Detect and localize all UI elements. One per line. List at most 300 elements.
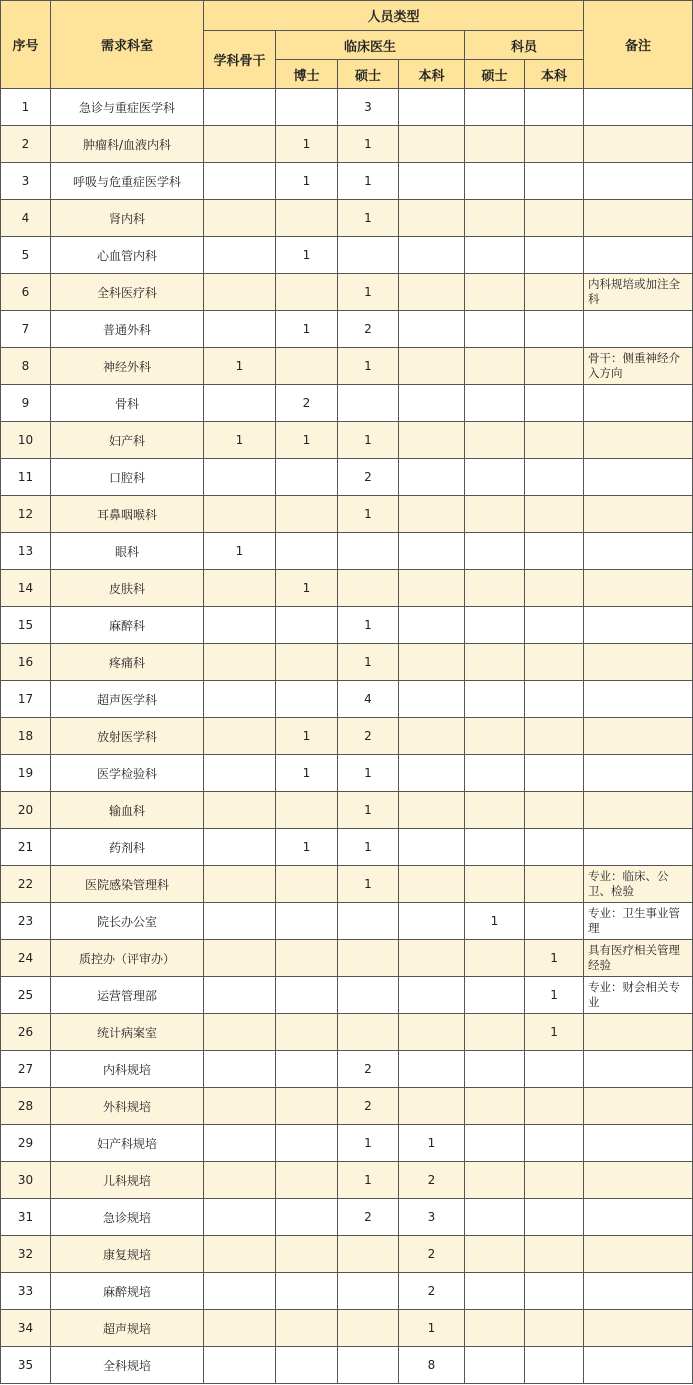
staff-master-cell bbox=[465, 681, 525, 718]
clin-master-cell bbox=[338, 570, 399, 607]
note-cell bbox=[584, 1162, 693, 1199]
staff-bachelor-cell bbox=[525, 163, 584, 200]
staff-bachelor-cell: 1 bbox=[525, 1014, 584, 1051]
staff-master-cell bbox=[465, 1051, 525, 1088]
seq-cell: 29 bbox=[1, 1125, 51, 1162]
clin-phd-cell bbox=[276, 1273, 338, 1310]
dept-cell: 口腔科 bbox=[51, 459, 204, 496]
staff-master-cell bbox=[465, 977, 525, 1014]
clin-master-cell: 1 bbox=[338, 607, 399, 644]
clin-bachelor-cell: 8 bbox=[399, 1347, 465, 1384]
backbone-cell bbox=[204, 274, 276, 311]
staff-bachelor-cell bbox=[525, 496, 584, 533]
note-cell: 专业：卫生事业管理 bbox=[584, 903, 693, 940]
staff-bachelor-cell bbox=[525, 311, 584, 348]
clin-bachelor-cell bbox=[399, 311, 465, 348]
staff-bachelor-cell bbox=[525, 1273, 584, 1310]
header-remarks: 备注 bbox=[584, 1, 693, 89]
staff-master-cell bbox=[465, 311, 525, 348]
table-row bbox=[1, 607, 693, 644]
clin-phd-cell bbox=[276, 1125, 338, 1162]
note-cell bbox=[584, 792, 693, 829]
clin-master-cell bbox=[338, 1310, 399, 1347]
seq-cell: 27 bbox=[1, 1051, 51, 1088]
clin-phd-cell bbox=[276, 644, 338, 681]
backbone-cell bbox=[204, 1236, 276, 1273]
clin-bachelor-cell bbox=[399, 422, 465, 459]
staff-master-cell bbox=[465, 755, 525, 792]
note-cell bbox=[584, 1088, 693, 1125]
dept-cell: 超声医学科 bbox=[51, 681, 204, 718]
note-cell bbox=[584, 422, 693, 459]
clin-phd-cell bbox=[276, 607, 338, 644]
note-cell bbox=[584, 163, 693, 200]
clin-master-cell: 1 bbox=[338, 163, 399, 200]
dept-cell: 肿瘤科/血液内科 bbox=[51, 126, 204, 163]
clin-master-cell bbox=[338, 940, 399, 977]
note-cell bbox=[584, 1236, 693, 1273]
header-staff: 科员 bbox=[465, 31, 584, 60]
staff-bachelor-cell bbox=[525, 1347, 584, 1384]
table-row bbox=[1, 1236, 693, 1273]
note-cell bbox=[584, 681, 693, 718]
table-row bbox=[1, 1162, 693, 1199]
clin-bachelor-cell bbox=[399, 385, 465, 422]
clin-bachelor-cell bbox=[399, 1088, 465, 1125]
backbone-cell bbox=[204, 718, 276, 755]
backbone-cell bbox=[204, 1273, 276, 1310]
clin-phd-cell bbox=[276, 89, 338, 126]
seq-cell: 5 bbox=[1, 237, 51, 274]
staff-bachelor-cell bbox=[525, 1051, 584, 1088]
staff-master-cell bbox=[465, 1347, 525, 1384]
clin-phd-cell bbox=[276, 459, 338, 496]
staff-bachelor-cell bbox=[525, 1199, 584, 1236]
dept-cell: 皮肤科 bbox=[51, 570, 204, 607]
backbone-cell bbox=[204, 1199, 276, 1236]
table-row bbox=[1, 829, 693, 866]
table-row bbox=[1, 681, 693, 718]
backbone-cell bbox=[204, 1125, 276, 1162]
clin-bachelor-cell bbox=[399, 459, 465, 496]
clin-master-cell: 1 bbox=[338, 496, 399, 533]
clin-phd-cell: 1 bbox=[276, 126, 338, 163]
note-cell: 具有医疗相关管理经验 bbox=[584, 940, 693, 977]
note-cell bbox=[584, 237, 693, 274]
staff-bachelor-cell bbox=[525, 607, 584, 644]
note-cell bbox=[584, 459, 693, 496]
seq-cell: 31 bbox=[1, 1199, 51, 1236]
staff-master-cell bbox=[465, 829, 525, 866]
clin-bachelor-cell bbox=[399, 237, 465, 274]
seq-cell: 9 bbox=[1, 385, 51, 422]
clin-master-cell: 2 bbox=[338, 1051, 399, 1088]
clin-bachelor-cell: 1 bbox=[399, 1310, 465, 1347]
staff-bachelor-cell bbox=[525, 570, 584, 607]
backbone-cell bbox=[204, 237, 276, 274]
note-cell bbox=[584, 1347, 693, 1384]
backbone-cell bbox=[204, 792, 276, 829]
dept-cell: 急诊与重症医学科 bbox=[51, 89, 204, 126]
note-cell bbox=[584, 1310, 693, 1347]
clin-master-cell bbox=[338, 977, 399, 1014]
clin-phd-cell bbox=[276, 1310, 338, 1347]
seq-cell: 24 bbox=[1, 940, 51, 977]
staff-bachelor-cell bbox=[525, 459, 584, 496]
header-personnel-type: 人员类型 bbox=[204, 1, 584, 31]
clin-master-cell: 4 bbox=[338, 681, 399, 718]
staff-master-cell bbox=[465, 200, 525, 237]
staff-bachelor-cell bbox=[525, 422, 584, 459]
staff-bachelor-cell bbox=[525, 755, 584, 792]
note-cell bbox=[584, 1125, 693, 1162]
clin-phd-cell bbox=[276, 200, 338, 237]
dept-cell: 放射医学科 bbox=[51, 718, 204, 755]
header-dept: 需求科室 bbox=[51, 1, 204, 89]
clin-master-cell: 1 bbox=[338, 755, 399, 792]
backbone-cell bbox=[204, 977, 276, 1014]
dept-cell: 急诊规培 bbox=[51, 1199, 204, 1236]
staff-master-cell bbox=[465, 459, 525, 496]
clin-master-cell: 1 bbox=[338, 644, 399, 681]
header-clinician: 临床医生 bbox=[276, 31, 465, 60]
clin-master-cell: 1 bbox=[338, 126, 399, 163]
dept-cell: 超声规培 bbox=[51, 1310, 204, 1347]
backbone-cell bbox=[204, 163, 276, 200]
staff-master-cell bbox=[465, 1199, 525, 1236]
clin-master-cell bbox=[338, 903, 399, 940]
clin-phd-cell: 1 bbox=[276, 163, 338, 200]
clin-phd-cell: 2 bbox=[276, 385, 338, 422]
table-row bbox=[1, 1199, 693, 1236]
clin-bachelor-cell: 3 bbox=[399, 1199, 465, 1236]
staff-master-cell bbox=[465, 422, 525, 459]
dept-cell: 骨科 bbox=[51, 385, 204, 422]
backbone-cell bbox=[204, 1051, 276, 1088]
clin-bachelor-cell bbox=[399, 1014, 465, 1051]
clin-phd-cell bbox=[276, 274, 338, 311]
table-row bbox=[1, 237, 693, 274]
table-row bbox=[1, 89, 693, 126]
seq-cell: 10 bbox=[1, 422, 51, 459]
clin-bachelor-cell bbox=[399, 829, 465, 866]
backbone-cell bbox=[204, 644, 276, 681]
backbone-cell bbox=[204, 940, 276, 977]
clin-phd-cell bbox=[276, 1347, 338, 1384]
seq-cell: 23 bbox=[1, 903, 51, 940]
dept-cell: 普通外科 bbox=[51, 311, 204, 348]
table-row bbox=[1, 274, 693, 311]
dept-cell: 疼痛科 bbox=[51, 644, 204, 681]
dept-cell: 妇产科 bbox=[51, 422, 204, 459]
note-cell bbox=[584, 496, 693, 533]
clin-phd-cell: 1 bbox=[276, 237, 338, 274]
dept-cell: 内科规培 bbox=[51, 1051, 204, 1088]
staff-master-cell bbox=[465, 718, 525, 755]
staff-bachelor-cell bbox=[525, 533, 584, 570]
clin-phd-cell: 1 bbox=[276, 422, 338, 459]
staff-master-cell bbox=[465, 237, 525, 274]
dept-cell: 肾内科 bbox=[51, 200, 204, 237]
note-cell bbox=[584, 533, 693, 570]
clin-phd-cell bbox=[276, 1088, 338, 1125]
staff-master-cell bbox=[465, 496, 525, 533]
staff-master-cell bbox=[465, 163, 525, 200]
clin-phd-cell bbox=[276, 1162, 338, 1199]
staff-bachelor-cell bbox=[525, 681, 584, 718]
dept-cell: 麻醉规培 bbox=[51, 1273, 204, 1310]
seq-cell: 6 bbox=[1, 274, 51, 311]
note-cell bbox=[584, 89, 693, 126]
note-cell bbox=[584, 1273, 693, 1310]
table-row bbox=[1, 570, 693, 607]
clin-bachelor-cell bbox=[399, 89, 465, 126]
clin-phd-cell bbox=[276, 1051, 338, 1088]
clin-bachelor-cell bbox=[399, 718, 465, 755]
table-row bbox=[1, 200, 693, 237]
seq-cell: 14 bbox=[1, 570, 51, 607]
dept-cell: 外科规培 bbox=[51, 1088, 204, 1125]
seq-cell: 21 bbox=[1, 829, 51, 866]
clin-master-cell bbox=[338, 1347, 399, 1384]
clin-master-cell bbox=[338, 533, 399, 570]
clin-phd-cell bbox=[276, 1014, 338, 1051]
backbone-cell bbox=[204, 126, 276, 163]
backbone-cell: 1 bbox=[204, 422, 276, 459]
seq-cell: 7 bbox=[1, 311, 51, 348]
clin-bachelor-cell bbox=[399, 755, 465, 792]
seq-cell: 28 bbox=[1, 1088, 51, 1125]
clin-bachelor-cell bbox=[399, 496, 465, 533]
clin-master-cell: 1 bbox=[338, 829, 399, 866]
dept-cell: 输血科 bbox=[51, 792, 204, 829]
table-row bbox=[1, 977, 693, 1014]
clin-master-cell: 2 bbox=[338, 311, 399, 348]
clin-bachelor-cell bbox=[399, 644, 465, 681]
seq-cell: 35 bbox=[1, 1347, 51, 1384]
staff-master-cell bbox=[465, 866, 525, 903]
clin-master-cell bbox=[338, 1236, 399, 1273]
backbone-cell bbox=[204, 607, 276, 644]
clin-master-cell: 1 bbox=[338, 348, 399, 385]
header-clin-phd: 博士 bbox=[276, 60, 338, 89]
note-cell bbox=[584, 829, 693, 866]
clin-master-cell bbox=[338, 1273, 399, 1310]
staff-bachelor-cell bbox=[525, 829, 584, 866]
clin-bachelor-cell bbox=[399, 607, 465, 644]
backbone-cell bbox=[204, 1014, 276, 1051]
seq-cell: 8 bbox=[1, 348, 51, 385]
clin-phd-cell bbox=[276, 792, 338, 829]
clin-bachelor-cell: 2 bbox=[399, 1236, 465, 1273]
seq-cell: 22 bbox=[1, 866, 51, 903]
clin-bachelor-cell bbox=[399, 570, 465, 607]
staff-bachelor-cell bbox=[525, 792, 584, 829]
seq-cell: 2 bbox=[1, 126, 51, 163]
table-row bbox=[1, 1310, 693, 1347]
clin-bachelor-cell bbox=[399, 940, 465, 977]
clin-phd-cell: 1 bbox=[276, 718, 338, 755]
note-cell bbox=[584, 126, 693, 163]
header-seq: 序号 bbox=[1, 1, 51, 89]
staff-bachelor-cell bbox=[525, 644, 584, 681]
note-cell bbox=[584, 718, 693, 755]
backbone-cell: 1 bbox=[204, 533, 276, 570]
clin-master-cell: 1 bbox=[338, 1162, 399, 1199]
clin-phd-cell: 1 bbox=[276, 829, 338, 866]
dept-cell: 全科医疗科 bbox=[51, 274, 204, 311]
staff-master-cell: 1 bbox=[465, 903, 525, 940]
dept-cell: 呼吸与危重症医学科 bbox=[51, 163, 204, 200]
clin-master-cell bbox=[338, 237, 399, 274]
backbone-cell bbox=[204, 829, 276, 866]
note-cell: 专业：财会相关专业 bbox=[584, 977, 693, 1014]
staff-bachelor-cell bbox=[525, 1088, 584, 1125]
staff-bachelor-cell bbox=[525, 1125, 584, 1162]
dept-cell: 儿科规培 bbox=[51, 1162, 204, 1199]
staff-master-cell bbox=[465, 533, 525, 570]
clin-phd-cell bbox=[276, 977, 338, 1014]
clin-bachelor-cell bbox=[399, 1051, 465, 1088]
note-cell bbox=[584, 1051, 693, 1088]
clin-master-cell: 1 bbox=[338, 200, 399, 237]
table-body bbox=[1, 89, 693, 1384]
backbone-cell bbox=[204, 1310, 276, 1347]
clin-phd-cell: 1 bbox=[276, 755, 338, 792]
dept-cell: 医院感染管理科 bbox=[51, 866, 204, 903]
clin-master-cell: 1 bbox=[338, 422, 399, 459]
clin-master-cell bbox=[338, 1014, 399, 1051]
table-row bbox=[1, 903, 693, 940]
table-row bbox=[1, 792, 693, 829]
staff-master-cell bbox=[465, 126, 525, 163]
table-row bbox=[1, 533, 693, 570]
table-row bbox=[1, 1014, 693, 1051]
clin-master-cell: 3 bbox=[338, 89, 399, 126]
staff-master-cell bbox=[465, 385, 525, 422]
seq-cell: 19 bbox=[1, 755, 51, 792]
seq-cell: 30 bbox=[1, 1162, 51, 1199]
staff-bachelor-cell bbox=[525, 1310, 584, 1347]
table-row bbox=[1, 163, 693, 200]
note-cell bbox=[584, 644, 693, 681]
table-header bbox=[1, 1, 693, 89]
note-cell bbox=[584, 1014, 693, 1051]
table-row bbox=[1, 496, 693, 533]
staff-bachelor-cell bbox=[525, 348, 584, 385]
staff-bachelor-cell bbox=[525, 718, 584, 755]
clin-bachelor-cell bbox=[399, 274, 465, 311]
staff-bachelor-cell bbox=[525, 1162, 584, 1199]
seq-cell: 1 bbox=[1, 89, 51, 126]
staff-bachelor-cell bbox=[525, 237, 584, 274]
backbone-cell bbox=[204, 755, 276, 792]
backbone-cell bbox=[204, 311, 276, 348]
table-row bbox=[1, 348, 693, 385]
header-clin-master: 硕士 bbox=[338, 60, 399, 89]
table-row bbox=[1, 385, 693, 422]
table-row bbox=[1, 1051, 693, 1088]
clin-master-cell: 1 bbox=[338, 274, 399, 311]
clin-bachelor-cell bbox=[399, 903, 465, 940]
staff-bachelor-cell bbox=[525, 385, 584, 422]
seq-cell: 26 bbox=[1, 1014, 51, 1051]
staff-bachelor-cell bbox=[525, 866, 584, 903]
seq-cell: 16 bbox=[1, 644, 51, 681]
staff-master-cell bbox=[465, 1125, 525, 1162]
clin-bachelor-cell bbox=[399, 977, 465, 1014]
header-staff-bachelor: 本科 bbox=[525, 60, 584, 89]
staff-master-cell bbox=[465, 89, 525, 126]
table-row bbox=[1, 126, 693, 163]
clin-bachelor-cell bbox=[399, 681, 465, 718]
seq-cell: 18 bbox=[1, 718, 51, 755]
seq-cell: 4 bbox=[1, 200, 51, 237]
seq-cell: 20 bbox=[1, 792, 51, 829]
note-cell bbox=[584, 311, 693, 348]
staff-bachelor-cell bbox=[525, 200, 584, 237]
clin-bachelor-cell: 2 bbox=[399, 1162, 465, 1199]
staff-bachelor-cell bbox=[525, 903, 584, 940]
seq-cell: 13 bbox=[1, 533, 51, 570]
clin-phd-cell bbox=[276, 533, 338, 570]
staff-master-cell bbox=[465, 570, 525, 607]
table-row bbox=[1, 1088, 693, 1125]
clin-phd-cell: 1 bbox=[276, 570, 338, 607]
clin-bachelor-cell bbox=[399, 348, 465, 385]
table-row bbox=[1, 311, 693, 348]
clin-bachelor-cell bbox=[399, 533, 465, 570]
backbone-cell bbox=[204, 570, 276, 607]
dept-cell: 院长办公室 bbox=[51, 903, 204, 940]
backbone-cell bbox=[204, 385, 276, 422]
seq-cell: 15 bbox=[1, 607, 51, 644]
note-cell bbox=[584, 570, 693, 607]
seq-cell: 3 bbox=[1, 163, 51, 200]
note-cell: 骨干：侧重神经介入方向 bbox=[584, 348, 693, 385]
note-cell bbox=[584, 385, 693, 422]
dept-cell: 眼科 bbox=[51, 533, 204, 570]
staff-master-cell bbox=[465, 1014, 525, 1051]
seq-cell: 11 bbox=[1, 459, 51, 496]
backbone-cell bbox=[204, 1347, 276, 1384]
backbone-cell bbox=[204, 1088, 276, 1125]
backbone-cell bbox=[204, 496, 276, 533]
seq-cell: 32 bbox=[1, 1236, 51, 1273]
clin-master-cell: 1 bbox=[338, 1125, 399, 1162]
staff-bachelor-cell bbox=[525, 126, 584, 163]
dept-cell: 全科规培 bbox=[51, 1347, 204, 1384]
dept-cell: 耳鼻咽喉科 bbox=[51, 496, 204, 533]
clin-bachelor-cell bbox=[399, 866, 465, 903]
staff-master-cell bbox=[465, 644, 525, 681]
staff-bachelor-cell bbox=[525, 1236, 584, 1273]
staff-master-cell bbox=[465, 1162, 525, 1199]
note-cell bbox=[584, 1199, 693, 1236]
backbone-cell bbox=[204, 866, 276, 903]
backbone-cell: 1 bbox=[204, 348, 276, 385]
clin-bachelor-cell bbox=[399, 200, 465, 237]
clin-master-cell: 2 bbox=[338, 718, 399, 755]
staff-bachelor-cell bbox=[525, 89, 584, 126]
clin-master-cell bbox=[338, 385, 399, 422]
staff-bachelor-cell: 1 bbox=[525, 977, 584, 1014]
table-row bbox=[1, 1125, 693, 1162]
table-row bbox=[1, 422, 693, 459]
dept-cell: 心血管内科 bbox=[51, 237, 204, 274]
clin-master-cell: 1 bbox=[338, 792, 399, 829]
backbone-cell bbox=[204, 459, 276, 496]
